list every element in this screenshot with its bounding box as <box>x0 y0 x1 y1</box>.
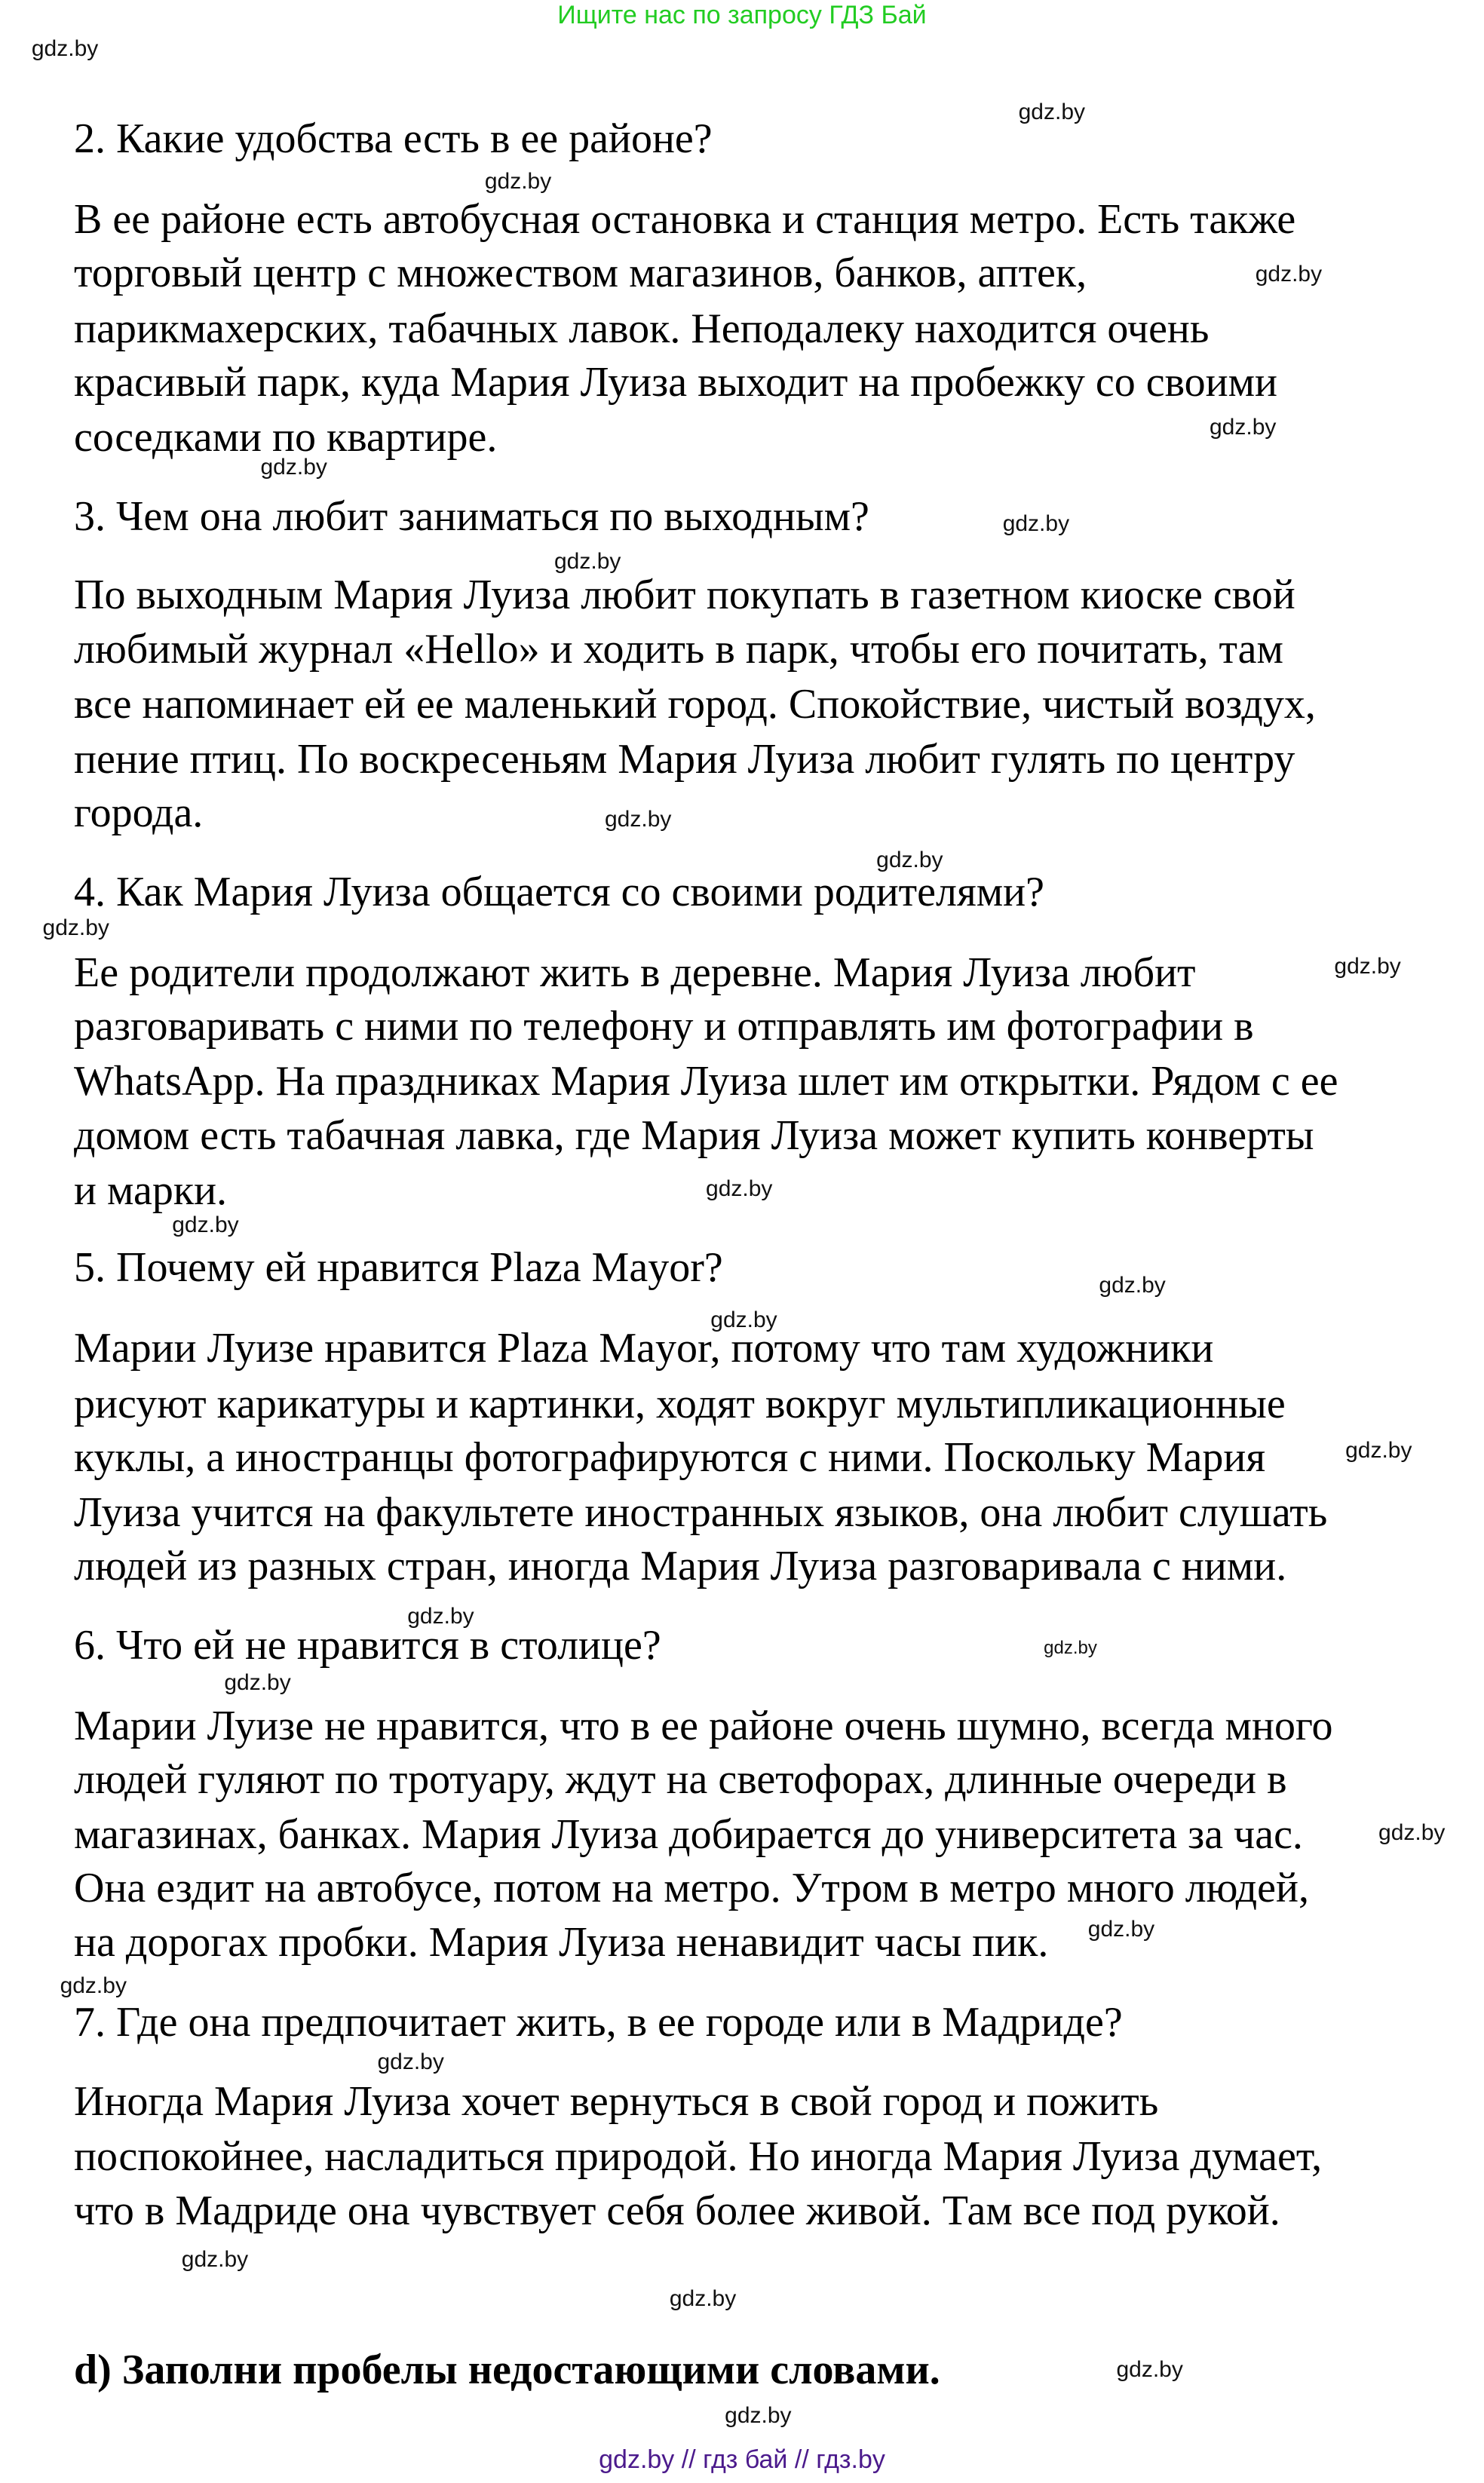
watermark-text: gdz.by <box>484 168 552 194</box>
watermark-text: gdz.by <box>710 1307 777 1332</box>
watermark-text: gdz.by <box>1116 2357 1183 2383</box>
answer-line: и марки. <box>74 1166 228 1214</box>
question-line: 6. Что ей не нравится в столице? <box>74 1621 661 1669</box>
watermark-text: gdz.by <box>1255 262 1323 287</box>
answer-line: на дорогах пробки. Мария Луиза ненавидит часы пик. <box>74 1918 1049 1966</box>
watermark-text: gdz.by <box>706 1176 773 1201</box>
watermark-text: gdz.by <box>1334 953 1401 979</box>
watermark-text: gdz.by <box>553 549 621 575</box>
watermark-text: gdz.by <box>725 2402 792 2428</box>
watermark-text: gdz.by <box>377 2049 444 2074</box>
watermark-text: gdz.by <box>42 915 109 941</box>
answer-line: торговый центр с множеством магазинов, банков, аптек, <box>74 250 1087 297</box>
watermark-text: gdz.by <box>1378 1820 1446 1846</box>
answer-line: Луиза учится на факультете иностранных языков, она любит слушать <box>74 1489 1328 1537</box>
answer-line: соседками по квартире. <box>74 414 498 461</box>
watermark-text: gdz.by <box>1044 1638 1097 1659</box>
answer-line: разговаривать с ними по телефону и отправлять им фотографии в <box>74 1003 1254 1050</box>
answer-line: все напоминает ей ее маленький город. Спокойствие, чистый воздух, <box>74 680 1316 728</box>
question-line: 7. Где она предпочитает жить, в ее городе или в Мадриде? <box>74 1999 1123 2046</box>
watermark-text: gdz.by <box>1099 1272 1166 1298</box>
question-line: 3. Чем она любит заниматься по выходным? <box>74 492 869 540</box>
answer-line: По выходным Мария Луиза любит покупать в газетном киоске свой <box>74 572 1295 619</box>
section-heading: d) Заполни пробелы недостающими словами. <box>74 2347 940 2394</box>
watermark-text: gdz.by <box>1345 1438 1412 1464</box>
answer-line: рисуют карикатуры и картинки, ходят вокруг мультипликационные <box>74 1380 1286 1427</box>
watermark-text: gdz.by <box>172 1212 239 1237</box>
footer-links[interactable]: gdz.by // гдз бай // гдз.by <box>599 2445 885 2474</box>
watermark-text: gdz.by <box>1087 1916 1155 1942</box>
answer-line: куклы, а иностранцы фотографируются с ними. Поскольку Мария <box>74 1433 1266 1481</box>
answer-line: города. <box>74 789 204 837</box>
answer-line: WhatsApp. На праздниках Мария Луиза шлет им открытки. Рядом с ее <box>74 1058 1338 1105</box>
answer-line: пение птиц. По воскресеньям Мария Луиза любит гулять по центру <box>74 736 1295 783</box>
answer-line: домом есть табачная лавка, где Мария Луиза может купить конверты <box>74 1111 1314 1159</box>
answer-line: поспокойнее, насладиться природой. Но иногда Мария Луиза думает, <box>74 2133 1323 2181</box>
answer-line: Ее родители продолжают жить в деревне. Мария Луиза любит <box>74 949 1196 996</box>
answer-line: парикмахерских, табачных лавок. Неподалеку находится очень <box>74 305 1210 352</box>
watermark-text: gdz.by <box>669 2285 737 2311</box>
answer-line: В ее районе есть автобусная остановка и станция метро. Есть также <box>74 196 1296 244</box>
answer-line: Марии Луизе нравится Plaza Mayor, потому что там художники <box>74 1325 1214 1372</box>
watermark-text: gdz.by <box>31 35 99 61</box>
watermark-text: gdz.by <box>876 848 943 873</box>
answer-line: магазинах, банках. Мария Луиза добирается до университета за час. <box>74 1811 1303 1859</box>
search-banner: Ищите нас по запросу ГДЗ Бай <box>557 1 927 29</box>
answer-line: Иногда Мария Луиза хочет вернуться в свой город и пожить <box>74 2078 1159 2126</box>
watermark-text: gdz.by <box>1002 511 1070 537</box>
watermark-text: gdz.by <box>260 454 327 480</box>
answer-line: людей из разных стран, иногда Мария Луиза разговаривала с ними. <box>74 1543 1287 1590</box>
answer-line: красивый парк, куда Мария Луиза выходит на пробежку со своими <box>74 358 1277 406</box>
answer-line: любимый журнал «Hello» и ходить в парк, чтобы его почитать, там <box>74 625 1283 673</box>
watermark-text: gdz.by <box>224 1670 291 1696</box>
watermark-text: gdz.by <box>1018 99 1086 124</box>
answer-line: людей гуляют по тротуару, ждут на светофорах, длинные очереди в <box>74 1755 1287 1803</box>
answer-line: Она ездит на автобусе, потом на метро. Утром в метро много людей, <box>74 1865 1309 1912</box>
question-line: 5. Почему ей нравится Plaza Mayor? <box>74 1244 723 1292</box>
answer-line: что в Мадриде она чувствует себя более живой. Там все под рукой. <box>74 2187 1280 2234</box>
watermark-text: gdz.by <box>407 1604 474 1629</box>
question-line: 2. Какие удобства есть в ее районе? <box>74 115 713 163</box>
watermark-text: gdz.by <box>1210 415 1277 440</box>
watermark-text: gdz.by <box>605 806 672 832</box>
answer-line: Марии Луизе не нравится, что в ее районе очень шумно, всегда много <box>74 1702 1333 1749</box>
question-line: 4. Как Мария Луиза общается со своими родителями? <box>74 869 1044 916</box>
watermark-text: gdz.by <box>181 2246 249 2272</box>
watermark-text: gdz.by <box>60 1973 127 1999</box>
